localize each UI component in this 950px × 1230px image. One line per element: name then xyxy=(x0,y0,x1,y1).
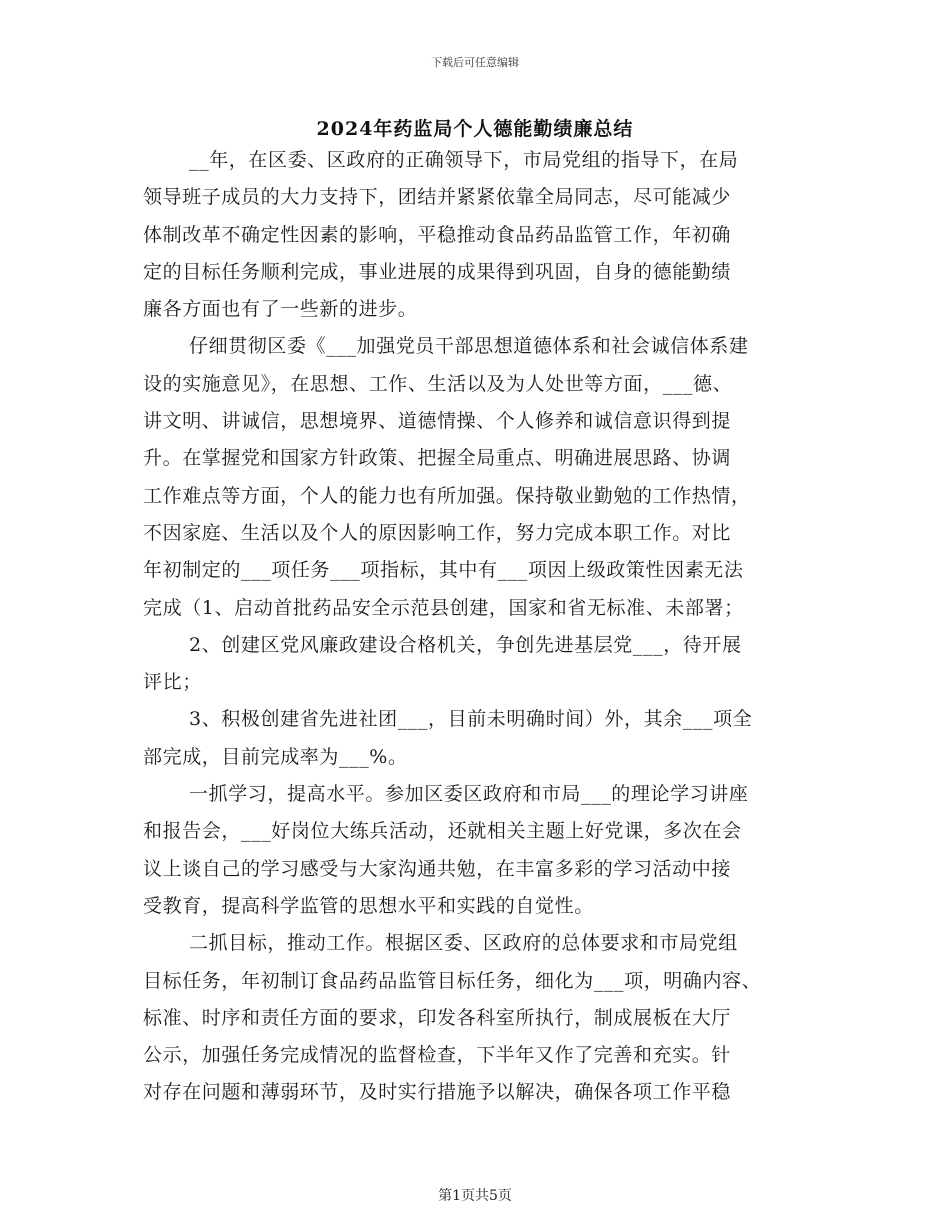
body-line: 领导班子成员的大力支持下，团结并紧紧依靠全局同志，尽可能减少 xyxy=(143,186,732,209)
body-line: 二抓目标，推动工作。根据区委、区政府的总体要求和市局党组 xyxy=(189,932,738,955)
body-line: 议上谈自己的学习感受与大家沟通共勉，在丰富多彩的学习活动中接 xyxy=(143,857,732,880)
body-line: 讲文明、讲诚信，思想境界、道德情操、个人修养和诚信意识得到提 xyxy=(143,410,732,433)
body-line: 和报告会，___好岗位大练兵活动，还就相关主题上好党课，多次在会 xyxy=(143,820,742,843)
body-line: 仔细贯彻区委《___加强党员干部思想道德体系和社会诚信体系建 xyxy=(189,335,749,358)
body-line: __年，在区委、区政府的正确领导下，市局党组的指导下，在局 xyxy=(189,149,739,171)
body-line: 一抓学习，提高水平。参加区委区政府和市局___的理论学习讲座 xyxy=(189,783,749,806)
body-line: 标准、时序和责任方面的要求，印发各科室所执行，制成展板在大厅 xyxy=(143,1006,732,1029)
body-line: 完成（1、启动首批药品安全示范县创建，国家和省无标准、未部署； xyxy=(143,596,744,619)
body-line: 目标任务，年初制订食品药品监管目标任务，细化为___项，明确内容、 xyxy=(143,969,762,992)
page-number: 第1页共5页 xyxy=(438,1188,512,1204)
body-line: 设的实施意见》，在思想、工作、生活以及为人处世等方面，___德、 xyxy=(143,372,733,395)
body-line: 廉各方面也有了一些新的进步。 xyxy=(143,298,418,321)
body-line: 2、创建区党风廉政建设合格机关，争创先进基层党___，待开展 xyxy=(189,633,742,656)
body-line: 受教育，提高科学监管的思想水平和实践的自觉性。 xyxy=(143,894,594,917)
body-line: 3、积极创建省先进社团___，目前未明确时间）外，其余___项全 xyxy=(189,708,753,731)
body-line: 升。在掌握党和国家方针政策、把握全局重点、明确进展思路、协调 xyxy=(143,447,732,470)
page-header-note: 下载后可任意编辑 xyxy=(431,56,519,69)
document-title: 2024年药监局个人德能勤绩廉总结 xyxy=(316,118,634,140)
body-line: 公示，加强任务完成情况的监督检查，下半年又作了完善和充实。针 xyxy=(143,1044,732,1067)
body-line: 体制改革不确定性因素的影响，平稳推动食品药品监管工作，年初确 xyxy=(143,223,732,246)
body-line: 年初制定的___项任务___项指标，其中有___项因上级政策性因素无法 xyxy=(143,559,744,582)
body-line: 工作难点等方面，个人的能力也有所加强。保持敬业勤勉的工作热情， xyxy=(143,484,751,507)
body-line: 评比； xyxy=(143,671,202,694)
body-line: 部完成，目前完成率为___%。 xyxy=(143,745,408,768)
body-line: 定的目标任务顺利完成，事业进展的成果得到巩固，自身的德能勤绩 xyxy=(143,260,732,283)
body-line: 不因家庭、生活以及个人的原因影响工作，努力完成本职工作。对比 xyxy=(143,521,732,544)
document-body xyxy=(143,142,811,1112)
body-line: 对存在问题和薄弱环节，及时实行措施予以解决，确保各项工作平稳 xyxy=(143,1081,732,1104)
